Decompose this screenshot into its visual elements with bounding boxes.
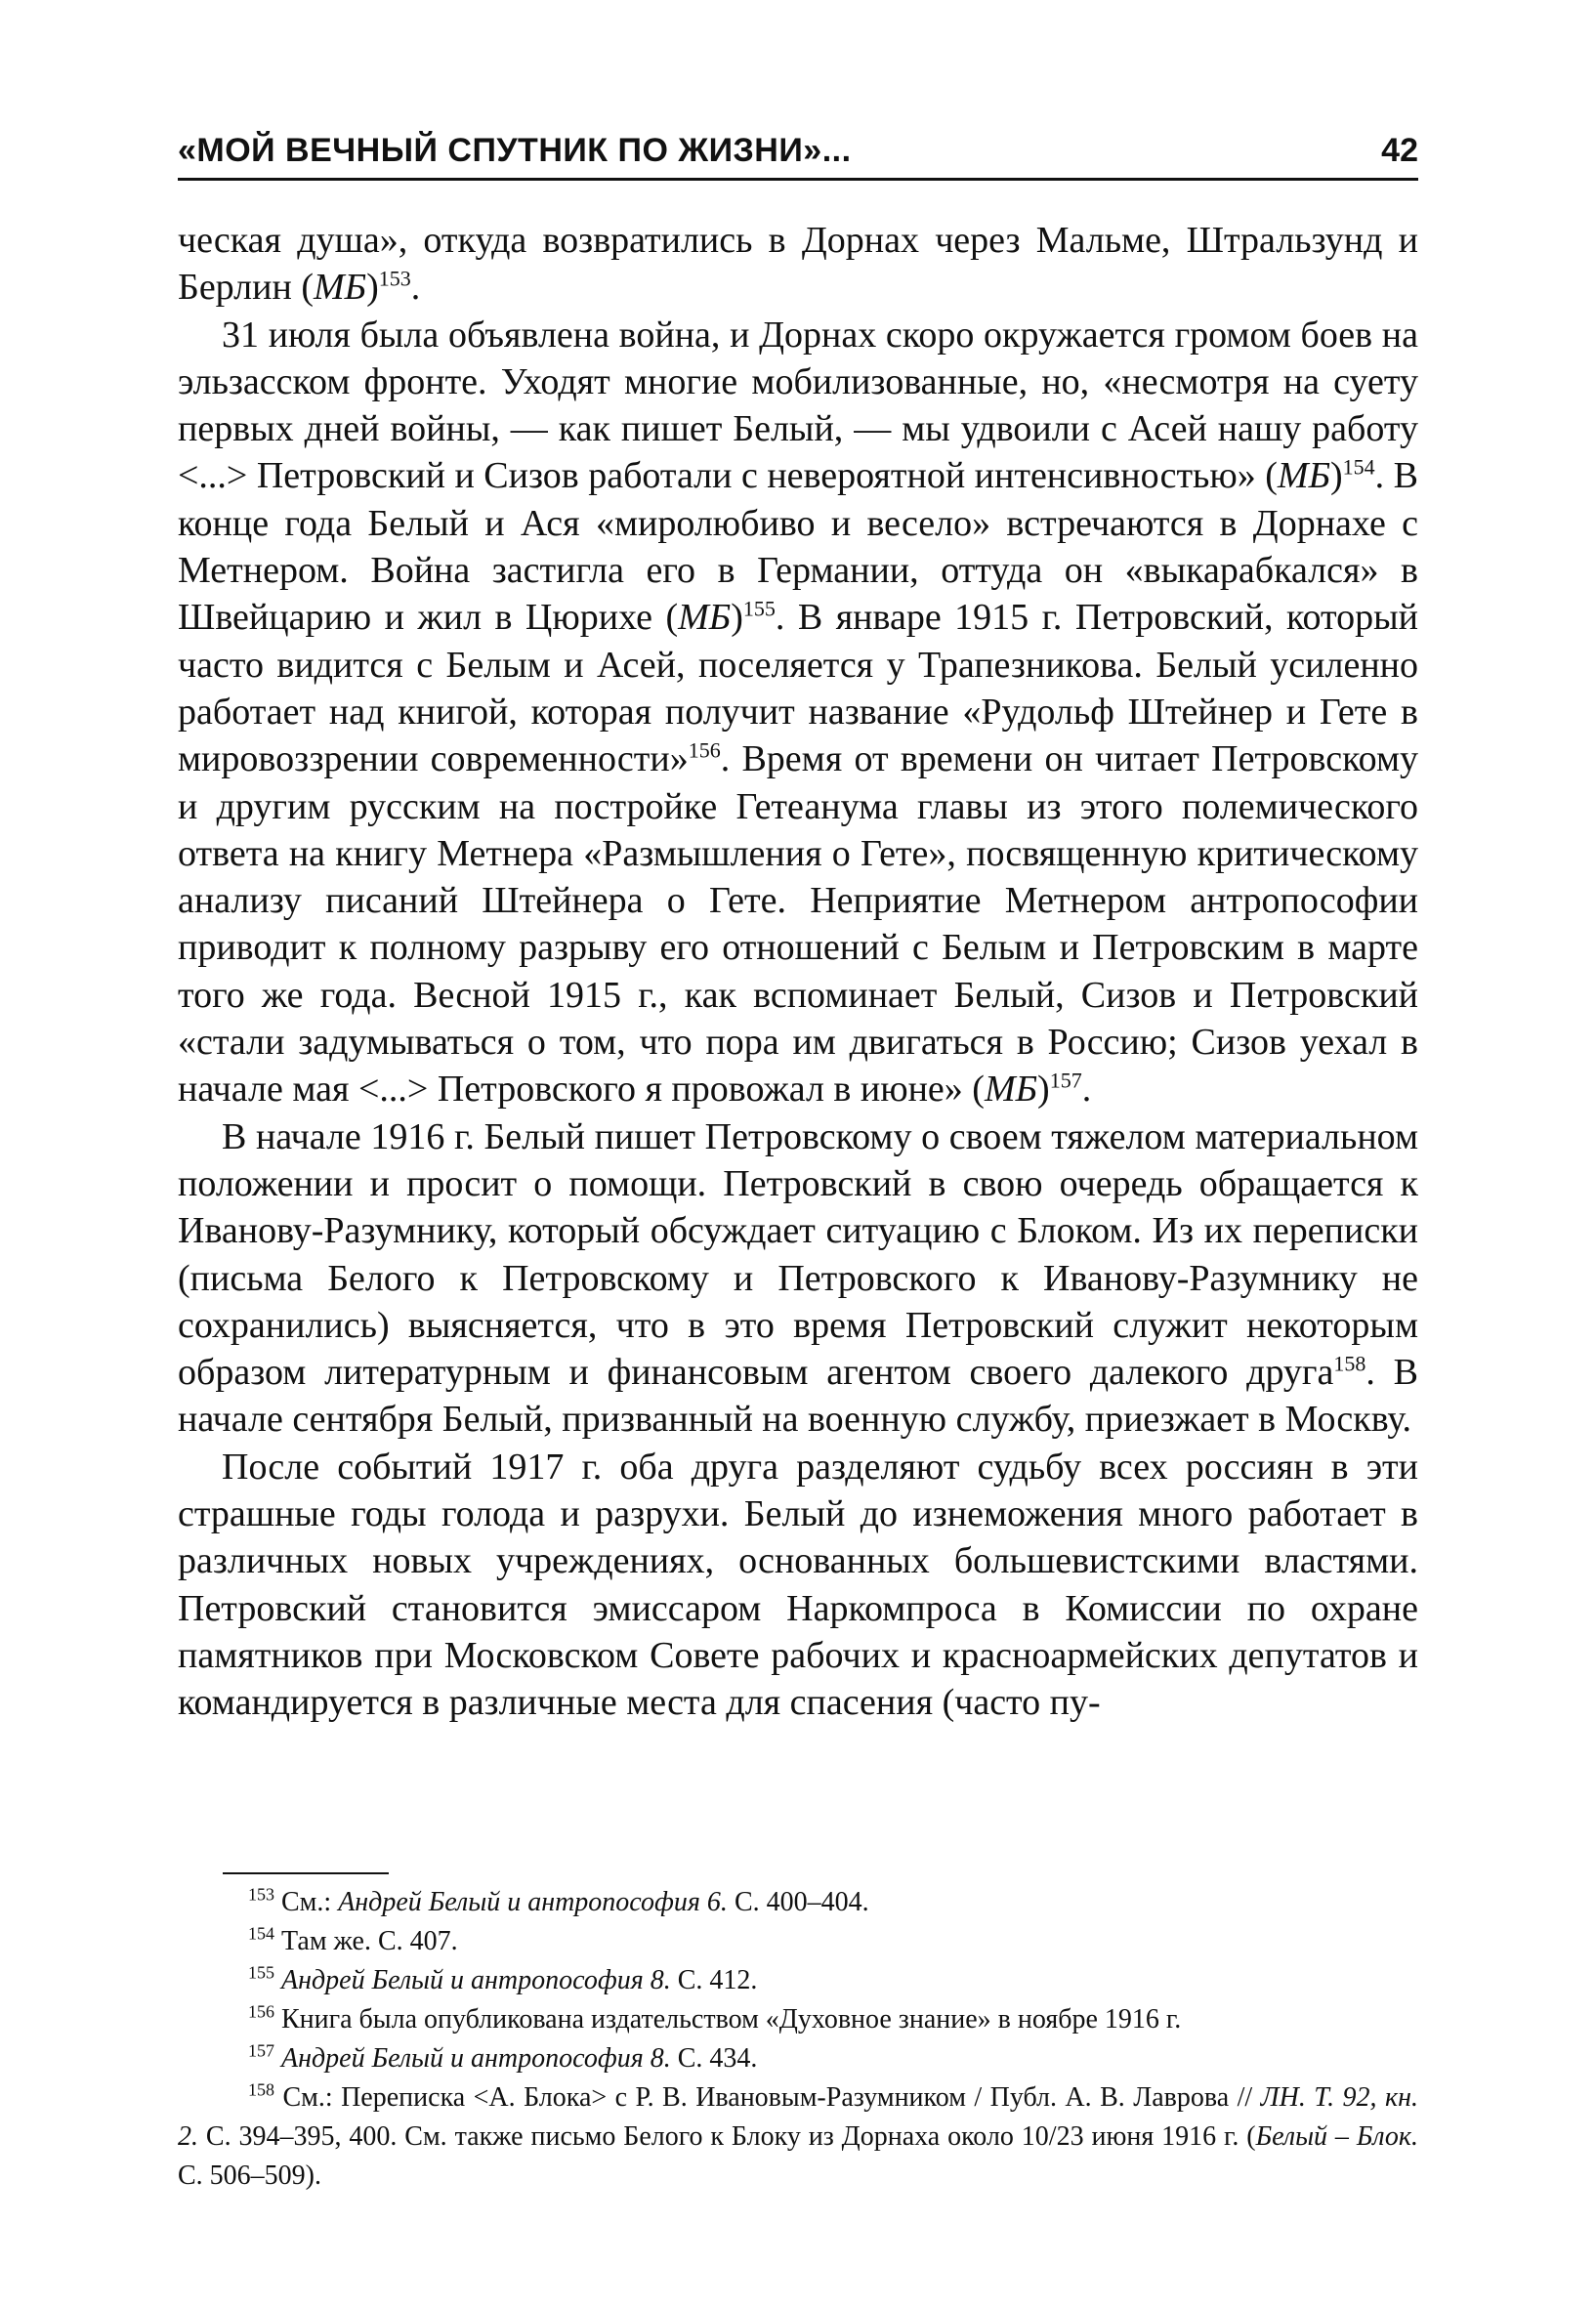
running-header	[178, 117, 1418, 181]
paragraph-2: 31 июля была объявлена война, и Дорнах скоро окружается громом боев на эльзасском фронте. Уходят многие мобилизованные, но, «несмотря на суету первых дней войны, — как пишет Белый, — мы удвоили с Асей нашу работу <...> Петровский и Сизов работали с невероятной интенсивностью» (МБ)$^{154}$. В конце года Белый и Ася «миролюбиво и весело» встречаются в Дорнахе с Метнером. Война застигла его в Германии, оттуда он «выкарабкался» в Швейцарию и жил в Цюрихе (МБ)$^{155}$. В январе 1915 г. Петровский, который часто видится с Белым и Асей, поселяется у Трапезникова. Белый усиленно работает над книгой, которая получит название «Рудольф Штейнер и Гете в мировоззрении современности»$^{156}$. Время от времени он читает Петровскому и другим русским на постройке Гетеанума главы из этого полемического ответа на книгу Метнера «Размышления о Гете», посвященную критическому анализу писаний Штейнера о Гете. Неприятие Метнером антропософии приводит к полному разрыву его отношений с Белым и Петровским в марте того же года. Весной 1915 г., как вспоминает Белый, Сизов и Петровский «стали задумываться о том, что пора им двигаться в Россию; Сизов уехал в начале мая <...> Петровского я провожал в июне» (МБ)$^{157}$.	[178, 314, 1419, 1111]
footnote-ref-157[interactable]: 157	[1049, 1068, 1082, 1093]
footnote-158: $^{158}$ См.: Переписка <А. Блока> с Р. В. Ивановым-Разумником / Публ. А. В. Лаврова // ЛН. Т. 92, кн. 2. С. 394–395, 400. См. также письмо Белого к Блоку из Дорнаха около 10/23 июня 1916 г. (Белый – Блок. С. 506–509).	[178, 2079, 1418, 2191]
footnote-156: $^{156}$ Книга была опубликована издательством «Духовное знание» в ноябре 1916 г.	[248, 2001, 1182, 2034]
footnote-ref-153[interactable]: 153	[378, 266, 411, 291]
footnotes	[178, 1883, 1418, 2196]
paragraph-1: ческая душа», откуда возвратились в Дорнах через Мальме, Штральзунд и Берлин (МБ)$^{153}$.	[178, 220, 1418, 309]
footnote-153: $^{153}$ См.: Андрей Белый и антропософия 6. С. 400–404.	[248, 1884, 869, 1917]
running-title: «МОЙ ВЕЧНЫЙ СПУТНИК ПО ЖИЗНИ»...	[178, 132, 852, 169]
paragraph-3: В начале 1916 г. Белый пишет Петровскому о своем тяжелом материальном положении и просит о помощи. Петровский в свою очередь обращается к Иванову-Разумнику, который обсуждает ситуацию с Блоком. Из их переписки (письма Белого к Петровскому и Петровского к Иванову-Разумнику не сохранились) выясняется, что в это время Петровский служит некоторым образом литературным и финансовым агентом своего далекого друга$^{158}$. В начале сентября Белый, призванный на военную службу, приезжает в Москву.	[178, 1115, 1418, 1441]
footnote-ref-155[interactable]: 155	[742, 596, 776, 621]
page-number: 42	[1381, 132, 1418, 169]
footnote-ref-154[interactable]: 154	[1342, 454, 1375, 480]
footnote-divider	[223, 1872, 389, 1874]
footnote-ref-156[interactable]: 156	[688, 737, 721, 763]
footnote-ref-158[interactable]: 158	[1333, 1351, 1366, 1376]
footnote-157: $^{157}$ Андрей Белый и антропософия 8. С. 434.	[248, 2040, 758, 2074]
footnote-154: $^{154}$ Там же. С. 407.	[248, 1923, 458, 1956]
footnote-155: $^{155}$ Андрей Белый и антропософия 8. С. 412.	[248, 1962, 758, 1995]
main-text	[178, 217, 1418, 1727]
paragraph-4: После событий 1917 г. оба друга разделяют судьбу всех россиян в эти страшные годы голода и разрухи. Белый до изнеможения много работает в различных новых учреждениях, основанных большевистскими властями. Петровский становится эмиссаром Наркомпроса в Комиссии по охране памятников при Московском Совете рабочих и красноармейских депутатов и командируется в различные места для спасения (часто пу-	[178, 1446, 1418, 1724]
